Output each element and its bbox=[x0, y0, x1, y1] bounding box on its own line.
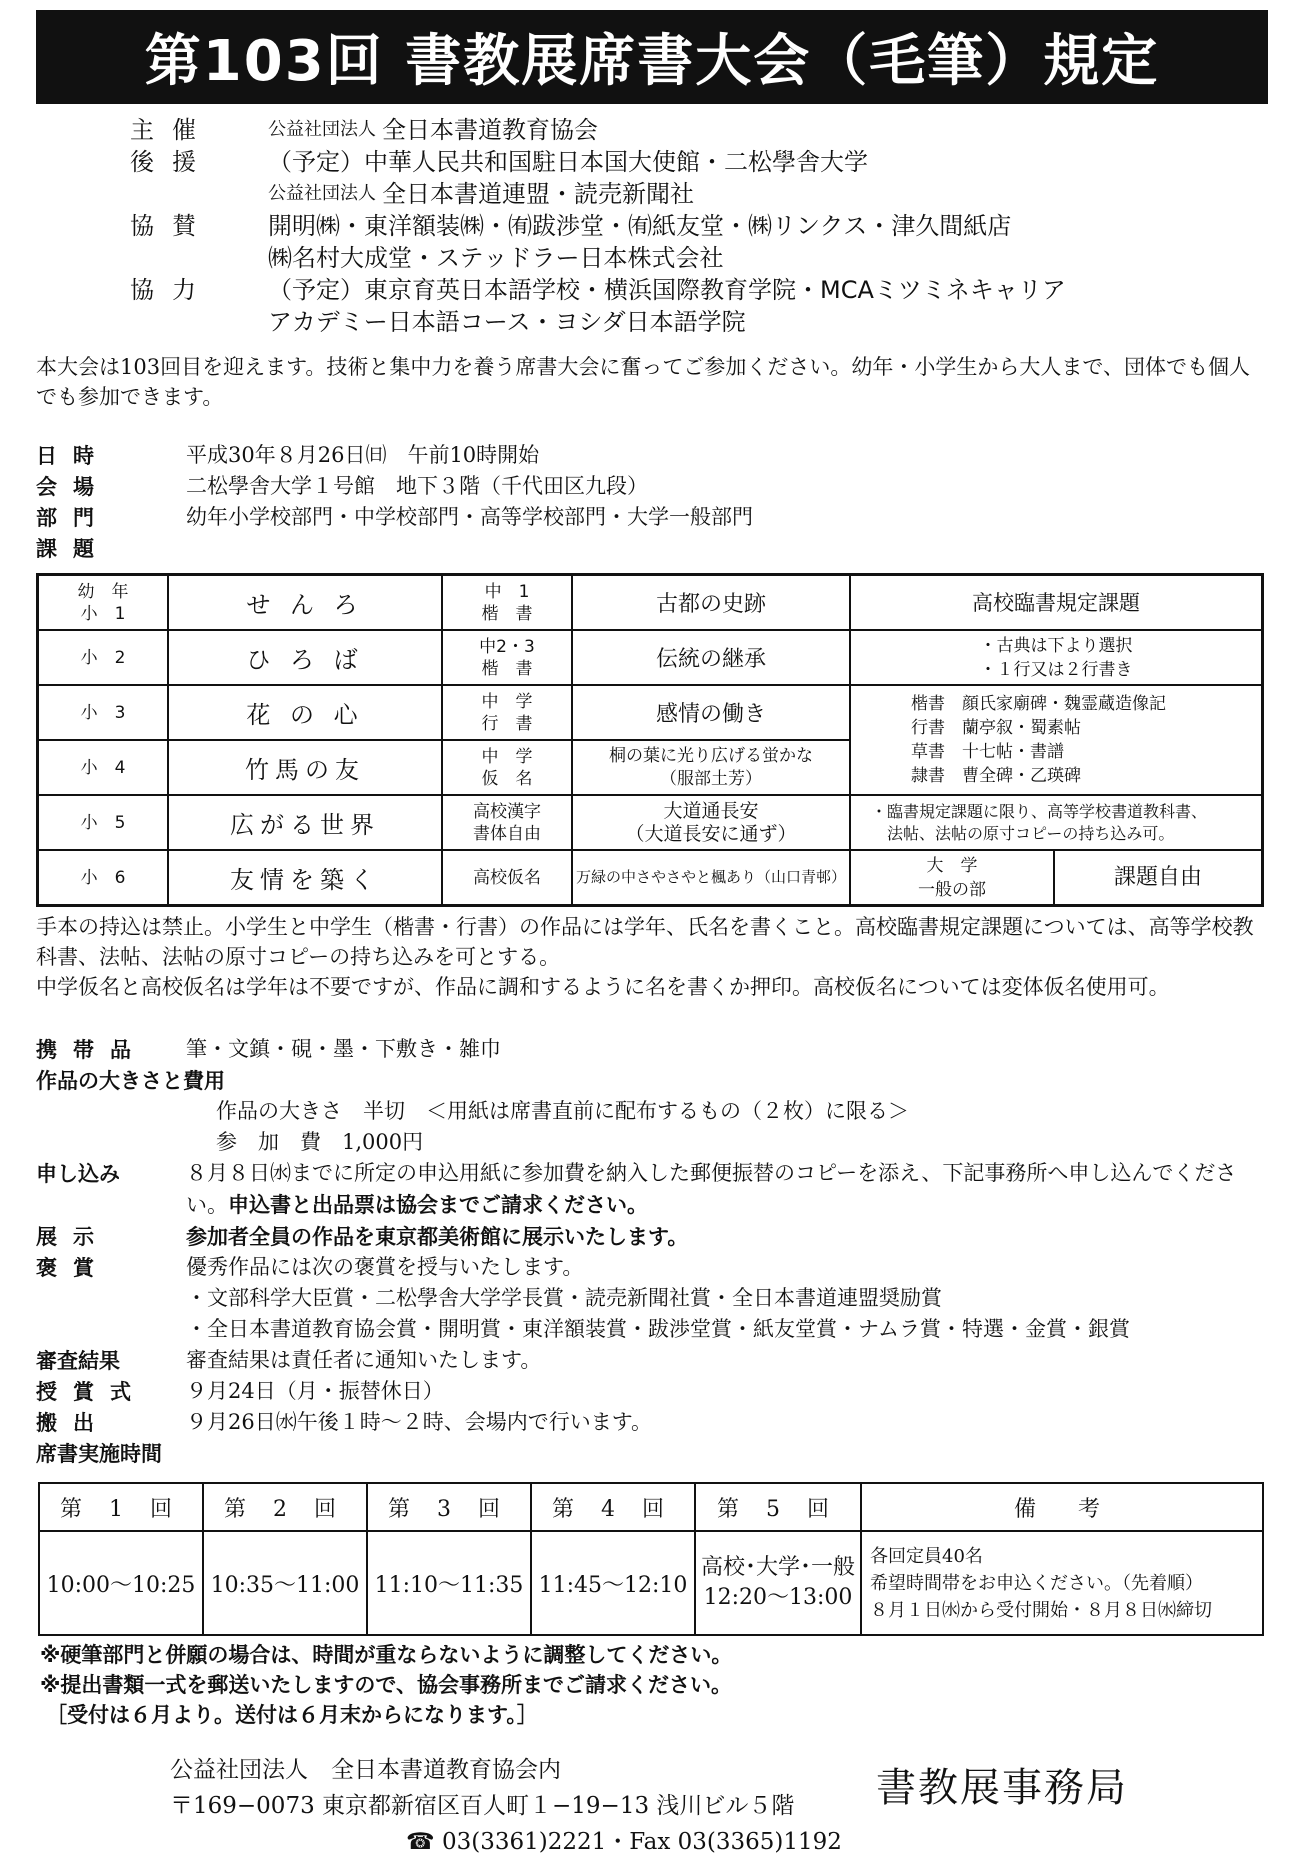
detail-value: ８月８日㈬までに所定の申込用紙に参加費を納入した郵便振替のコピーを添え、下記事務所へ申し込んでください。 bbox=[186, 1161, 1237, 1217]
event-info bbox=[36, 440, 753, 564]
category-cell: 高校仮名 bbox=[442, 850, 572, 906]
detail-label: 褒賞 bbox=[36, 1255, 110, 1280]
info-label: 日時 bbox=[36, 443, 110, 468]
schedule-time: 11:10〜11:35 bbox=[367, 1531, 531, 1635]
schedule-header: 第 5 回 bbox=[695, 1483, 861, 1531]
topic-cell: 万緑の中さやさやと楓あり（山口青邨） bbox=[572, 850, 850, 906]
fee-line bbox=[36, 1127, 1268, 1158]
schedule-time: 10:00〜10:25 bbox=[39, 1531, 203, 1635]
univ-label: 大 学 一般の部 bbox=[850, 850, 1054, 906]
topic-cell: 竹馬の友 bbox=[168, 740, 442, 795]
sponsor-text: アカデミー日本語コース・ヨシダ日本語学院 bbox=[268, 308, 746, 336]
detail-value: 審査結果は責任者に通知いたします。 bbox=[186, 1348, 542, 1372]
category-cell: 中 1 楷 書 bbox=[442, 575, 572, 631]
category-cell: 中 学 仮 名 bbox=[442, 740, 572, 795]
warning-text: ※提出書類一式を郵送いたしますので、協会事務所までご請求ください。 bbox=[40, 1673, 732, 1697]
schedule-time: 高校･大学･一般 12:20〜13:00 bbox=[695, 1531, 861, 1635]
warning-text: ※硬筆部門と併願の場合は、時間が重ならないように調整してください。 bbox=[40, 1643, 733, 1667]
detail-value: 参 加 費 1,000円 bbox=[216, 1130, 424, 1154]
detail-label: 携帯品 bbox=[36, 1037, 147, 1062]
detail-value: 参加者全員の作品を東京都美術館に展示いたします。 bbox=[186, 1224, 689, 1249]
sponsor-label: 協力 bbox=[130, 276, 214, 304]
detail-value: 作品の大きさ 半切 ＜用紙は席書直前に配布するもの（２枚）に限る＞ bbox=[216, 1099, 909, 1123]
footer-postal: 〒169−0073 東京都新宿区百人町１−19−13 浅川ビル５階 bbox=[170, 1793, 795, 1819]
category-cell: 中2・3 楷 書 bbox=[442, 630, 572, 685]
info-value: 幼年小学校部門・中学校部門・高等学校部門・大学一般部門 bbox=[186, 505, 753, 529]
schedule-header: 備 考 bbox=[861, 1483, 1263, 1531]
sponsor-label: 協賛 bbox=[130, 212, 214, 240]
sponsor-text: 全日本書道教育協会 bbox=[382, 116, 598, 144]
schedule-time: 11:45〜12:10 bbox=[531, 1531, 695, 1635]
hs-rule: ・古典は下より選択 ・１行又は２行書き bbox=[850, 630, 1263, 685]
schedule-header: 第 4 回 bbox=[531, 1483, 695, 1531]
size-line bbox=[36, 1096, 1268, 1127]
sponsor-label: 後援 bbox=[130, 148, 214, 176]
warnings bbox=[40, 1640, 732, 1730]
details bbox=[36, 1034, 1268, 1469]
sponsor-text: （予定）中華人民共和国駐日本国大使館・二松學舎大学 bbox=[268, 148, 868, 176]
grade-cell: 小 2 bbox=[38, 630, 169, 685]
info-label: 会場 bbox=[36, 474, 110, 499]
award-list: ・全日本書道教育協会賞・開明賞・東洋額装賞・跋渉堂賞・紙友堂賞・ナムラ賞・特選・金賞・銀賞 bbox=[186, 1317, 1130, 1341]
topic-cell: ひ ろ ば bbox=[168, 630, 442, 685]
info-label: 課題 bbox=[36, 536, 110, 561]
grade-cell: 幼 年 小 1 bbox=[38, 575, 169, 631]
schedule-header: 第 2 回 bbox=[203, 1483, 367, 1531]
warning-text: ［受付は６月より。送付は６月末からになります。］ bbox=[46, 1703, 538, 1727]
hs-classics-list: 楷書 顔氏家廟碑・魏霊蔵造像記 行書 蘭亭叙・蜀素帖 草書 十七帖・書譜 隷書 曹全碑・乙瑛碑 bbox=[850, 685, 1263, 795]
topic-cell: 友情を築く bbox=[168, 850, 442, 906]
detail-label: 審査結果 bbox=[36, 1348, 120, 1373]
detail-label: 作品の大きさと費用 bbox=[36, 1068, 225, 1093]
detail-value: ９月26日㈬午後１時〜２時、会場内で行います。 bbox=[186, 1410, 653, 1434]
info-value: 平成30年８月26日㈰ 午前10時開始 bbox=[186, 443, 540, 467]
grade-cell: 小 5 bbox=[38, 795, 169, 850]
table-row bbox=[38, 795, 1263, 850]
table-row bbox=[38, 630, 1263, 685]
sponsor-list bbox=[130, 114, 1066, 338]
schedule-header: 第 3 回 bbox=[367, 1483, 531, 1531]
schedule-time: 10:35〜11:00 bbox=[203, 1531, 367, 1635]
detail-label: 席書実施時間 bbox=[36, 1441, 162, 1466]
footer-org: 公益社団法人 全日本書道教育協会内 bbox=[170, 1757, 561, 1783]
detail-value: 優秀作品には次の褒賞を授与いたします。 bbox=[186, 1255, 584, 1279]
detail-label: 展示 bbox=[36, 1224, 110, 1249]
detail-value: 筆・文鎮・硯・墨・下敷き・雑巾 bbox=[186, 1037, 501, 1061]
info-value: 二松學舎大学１号館 地下３階（千代田区九段） bbox=[186, 474, 648, 498]
org-prefix: 公益社団法人 bbox=[268, 183, 376, 204]
page-title: 第103回 書教展席書大会（毛筆）規定 bbox=[36, 10, 1268, 104]
grade-cell: 小 3 bbox=[38, 685, 169, 740]
hs-note: ・臨書規定課題に限り、高等学校書道教科書、 法帖、法帖の原寸コピーの持ち込み可。 bbox=[850, 795, 1263, 850]
table-row bbox=[39, 1531, 1263, 1635]
footer-address bbox=[170, 1752, 842, 1860]
hs-header: 高校臨書規定課題 bbox=[850, 575, 1263, 631]
notes bbox=[36, 912, 1268, 1002]
detail-value-bold: 申込書と出品票は協会までご請求ください。 bbox=[228, 1192, 648, 1217]
org-prefix: 公益社団法人 bbox=[268, 119, 376, 140]
table-row bbox=[39, 1483, 1263, 1531]
schedule-table bbox=[38, 1482, 1264, 1636]
note-text: 中学仮名と高校仮名は学年は不要ですが、作品に調和するように名を書くか押印。高校仮名については変体仮名使用可。 bbox=[36, 975, 1170, 999]
detail-label: 搬出 bbox=[36, 1410, 110, 1435]
sponsor-text: ㈱名村大成堂・ステッドラー日本株式会社 bbox=[268, 244, 724, 272]
topic-cell: 伝統の継承 bbox=[572, 630, 850, 685]
table-row bbox=[38, 685, 1263, 740]
table-row bbox=[38, 850, 1263, 906]
grade-cell: 小 4 bbox=[38, 740, 169, 795]
office-name: 書教展事務局 bbox=[876, 1765, 1128, 1811]
topic-cell: 広がる世界 bbox=[168, 795, 442, 850]
grade-cell: 小 6 bbox=[38, 850, 169, 906]
category-cell: 高校漢字 書体自由 bbox=[442, 795, 572, 850]
category-cell: 中 学 行 書 bbox=[442, 685, 572, 740]
intro-text: 本大会は103回目を迎えます。技術と集中力を養う席書大会に奮ってご参加ください。幼年・小学生から大人まで、団体でも個人でも参加できます。 bbox=[36, 355, 1250, 409]
topic-cell: 大道通長安 （大道長安に通ず） bbox=[572, 795, 850, 850]
detail-value: ９月24日（月・振替休日） bbox=[186, 1379, 444, 1403]
topic-cell: 古都の史跡 bbox=[572, 575, 850, 631]
topic-cell: 桐の葉に光り広げる蛍かな （服部土芳） bbox=[572, 740, 850, 795]
sponsor-text: 全日本書道連盟・読売新聞社 bbox=[382, 180, 694, 208]
topic-cell: せ ん ろ bbox=[168, 575, 442, 631]
detail-label: 授賞式 bbox=[36, 1379, 147, 1404]
info-label: 部門 bbox=[36, 505, 110, 530]
sponsor-label: 主催 bbox=[130, 116, 214, 144]
topics-table bbox=[36, 573, 1264, 907]
schedule-header: 第 1 回 bbox=[39, 1483, 203, 1531]
schedule-remarks: 各回定員40名 希望時間帯をお申込ください。（先着順） ８月１日㈬から受付開始・８月８日㈬締切 bbox=[861, 1531, 1263, 1635]
sponsor-text: （予定）東京育英日本語学校・横浜国際教育学院・MCAミツミネキャリア bbox=[268, 276, 1066, 304]
topic-cell: 感情の働き bbox=[572, 685, 850, 740]
footer-phone: ☎ 03(3361)2221・Fax 03(3365)1192 bbox=[406, 1829, 842, 1855]
award-list: ・文部科学大臣賞・二松學舎大学学長賞・読売新聞社賞・全日本書道連盟奨励賞 bbox=[186, 1286, 942, 1310]
sponsor-text: 開明㈱・東洋額装㈱・㈲跋渉堂・㈲紙友堂・㈱リンクス・津久間紙店 bbox=[268, 212, 1012, 240]
table-row bbox=[38, 575, 1263, 631]
topic-cell: 花 の 心 bbox=[168, 685, 442, 740]
univ-topic: 課題自由 bbox=[1054, 850, 1263, 906]
detail-label: 申し込み bbox=[36, 1161, 120, 1186]
note-text: 手本の持込は禁止。小学生と中学生（楷書・行書）の作品には学年、氏名を書くこと。高校臨書規定課題については、高等学校教科書、法帖、法帖の原寸コピーの持ち込みを可とする。 bbox=[36, 915, 1254, 969]
